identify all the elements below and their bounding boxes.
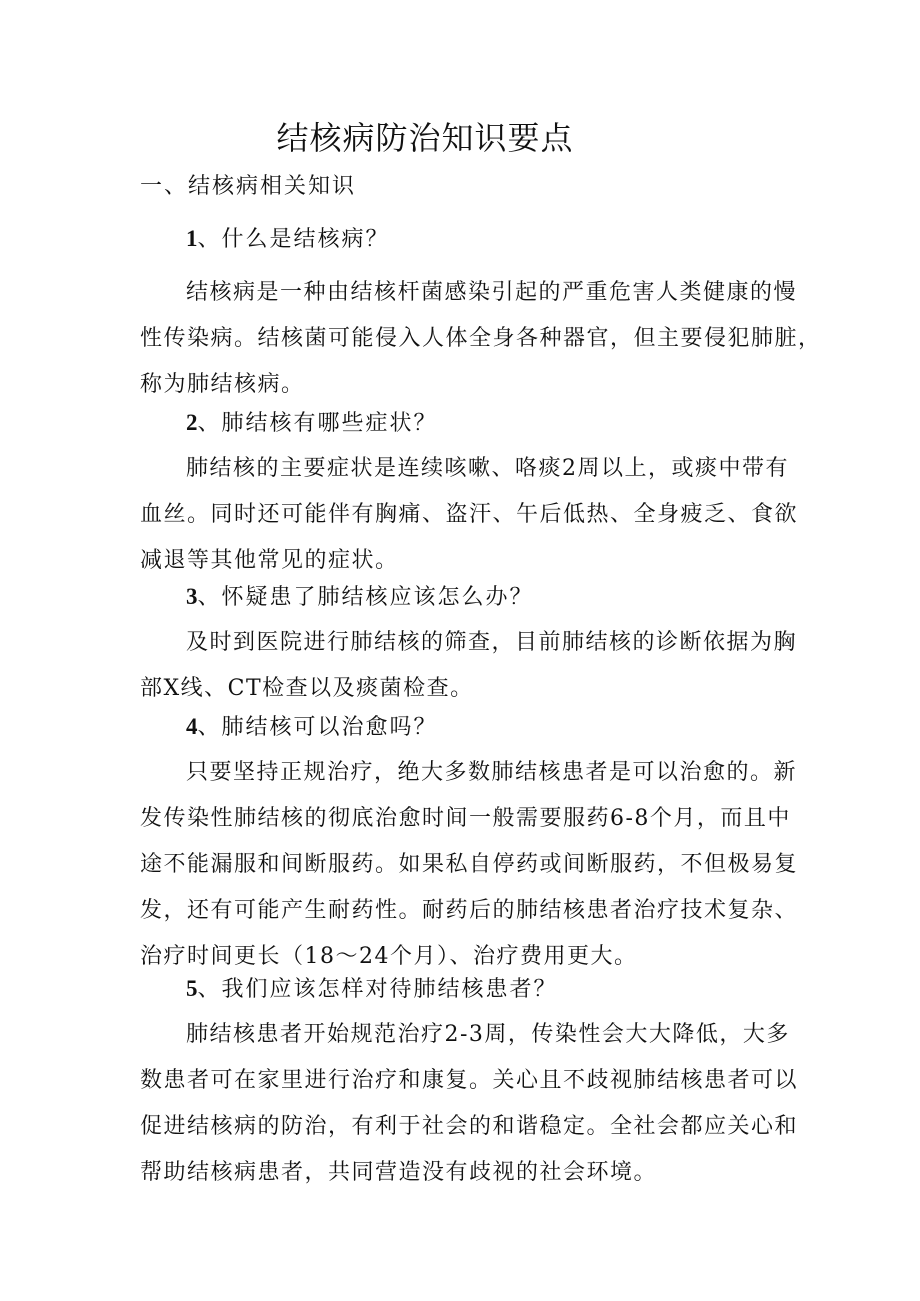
question-1 (186, 224, 390, 255)
question-number: 1 (186, 226, 198, 251)
document-title: 结核病防治知识要点 (276, 119, 574, 157)
question-text: 、我们应该怎样对待肺结核患者？ (197, 977, 558, 1002)
answer-line: 性传染病。结核菌可能侵入人体全身各种器官，但主要侵犯肺脏， (140, 326, 822, 351)
answer-line: 发传染性肺结核的彻底治愈时间一般需要服药6-8个月，而且中 (140, 806, 791, 831)
question-3 (186, 582, 534, 613)
answer-line: 部X线、CT检查以及痰菌检查。 (140, 676, 474, 701)
answer-line: 肺结核患者开始规范治疗2-3周，传染性会大大降低，大多 (186, 1022, 790, 1047)
answer-line: 称为肺结核病。 (140, 372, 305, 397)
answer-line: 减退等其他常见的症状。 (140, 548, 399, 573)
answer-line: 肺结核的主要症状是连续咳嗽、咯痰2周以上，或痰中带有 (186, 456, 789, 481)
question-text: 、怀疑患了肺结核应该怎么办？ (197, 585, 534, 610)
section-heading: 一、结核病相关知识 (140, 174, 357, 199)
question-number: 3 (186, 584, 198, 609)
answer-line: 帮助结核病患者，共同营造没有歧视的社会环境。 (140, 1160, 658, 1185)
answer-4 (140, 750, 798, 980)
answer-line: 数患者可在家里进行治疗和康复。关心且不歧视肺结核患者可以 (140, 1068, 799, 1093)
question-2 (186, 408, 438, 439)
answer-line: 血丝。同时还可能伴有胸痛、盗汗、午后低热、全身疲乏、食欲 (140, 502, 799, 527)
answer-line: 结核病是一种由结核杆菌感染引起的严重危害人类健康的慢 (186, 280, 798, 305)
answer-1 (140, 270, 822, 408)
answer-line: 促进结核病的防治，有利于社会的和谐稳定。全社会都应关心和 (140, 1114, 799, 1139)
answer-line: 途不能漏服和间断服药。如果私自停药或间断服药，不但极易复 (140, 852, 799, 877)
question-text: 、肺结核可以治愈吗？ (197, 715, 438, 740)
question-5 (186, 974, 558, 1005)
answer-line: 只要坚持正规治疗，绝大多数肺结核患者是可以治愈的。新 (186, 760, 798, 785)
answer-line: 及时到医院进行肺结核的筛查，目前肺结核的诊断依据为胸 (186, 630, 798, 655)
answer-2 (140, 446, 798, 584)
answer-5 (140, 1012, 798, 1196)
answer-3 (140, 620, 797, 712)
answer-line: 治疗时间更长（18～24个月）、治疗费用更大。 (140, 944, 638, 969)
question-number: 5 (186, 976, 198, 1001)
question-text: 、什么是结核病？ (197, 227, 390, 252)
question-number: 2 (186, 410, 198, 435)
question-number: 4 (186, 714, 198, 739)
question-text: 、肺结核有哪些症状？ (197, 411, 438, 436)
answer-line: 发，还有可能产生耐药性。耐药后的肺结核患者治疗技术复杂、 (140, 898, 799, 923)
question-4 (186, 712, 438, 743)
